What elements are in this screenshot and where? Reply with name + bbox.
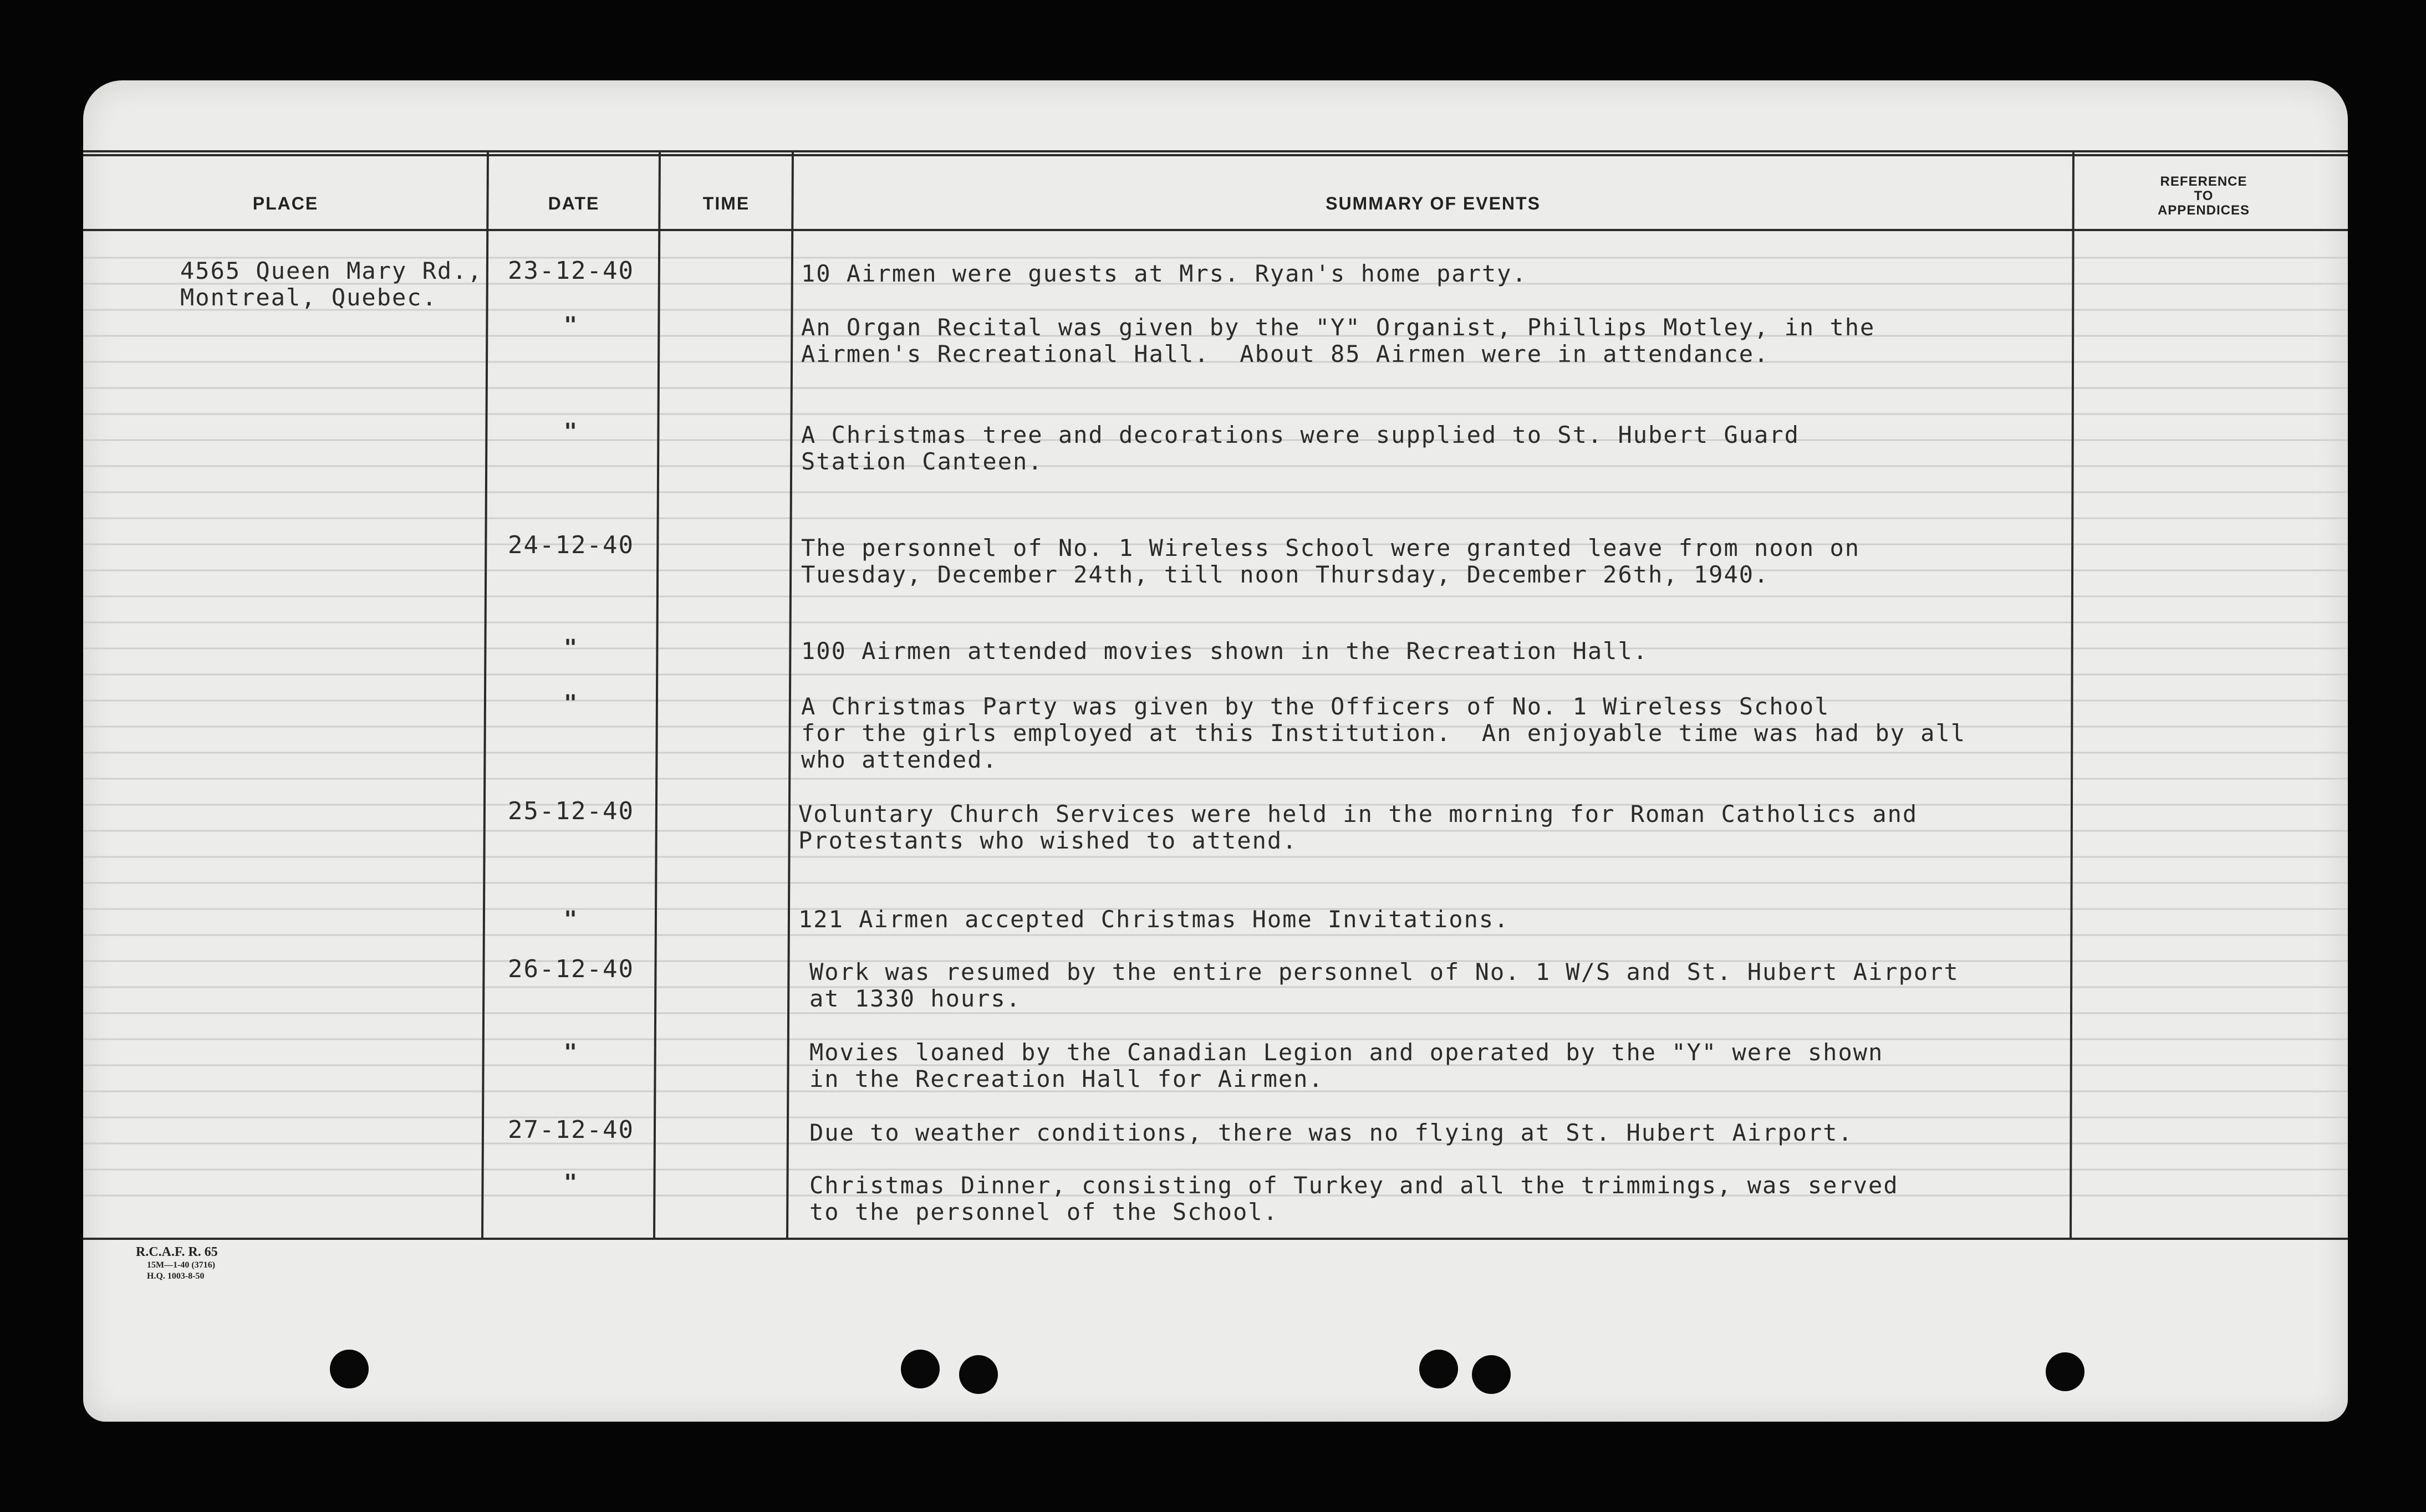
form-code	[136, 1244, 218, 1282]
punch-hole	[959, 1355, 998, 1394]
entry-line: Movies loaned by the Canadian Legion and operated by the "Y" were shown	[809, 1039, 1884, 1066]
diary-form-card	[83, 80, 2348, 1422]
column-header-date: DATE	[548, 193, 600, 213]
entry-line: Airmen's Recreational Hall. About 85 Airmen were in attendance.	[801, 340, 1770, 367]
entry-line: The personnel of No. 1 Wireless School were granted leave from noon on	[801, 534, 1861, 561]
entry-line: Due to weather conditions, there was no flying at St. Hubert Airport.	[809, 1119, 1853, 1146]
entry-line: 100 Airmen attended movies shown in the Recreation Hall.	[801, 637, 1649, 665]
entry-date-ditto: "	[563, 1040, 579, 1065]
entry-line: Station Canteen.	[801, 448, 1043, 475]
entry-date-ditto: "	[563, 635, 579, 661]
column-header-place: PLACE	[252, 193, 319, 213]
column-header-summary: SUMMARY OF EVENTS	[1326, 193, 1541, 213]
column-header-reference	[2079, 175, 2328, 218]
reference-header-line2: TO	[2194, 188, 2214, 203]
reference-header-line1: REFERENCE	[2160, 174, 2247, 189]
reference-header-line3: APPENDICES	[2157, 203, 2250, 218]
place-line-1: 4565 Queen Mary Rd.,	[180, 257, 483, 284]
entry-line: to the personnel of the School.	[809, 1198, 1278, 1225]
entry-date: 27-12-40	[508, 1116, 634, 1144]
entry-date: 26-12-40	[508, 955, 634, 983]
entry-line: Protestants who wished to attend.	[798, 827, 1298, 854]
entry-date-ditto: "	[563, 691, 579, 716]
entry-line: 10 Airmen were guests at Mrs. Ryan's home party.	[801, 260, 1527, 287]
entry-line: Work was resumed by the entire personnel of No. 1 W/S and St. Hubert Airport	[809, 958, 1959, 985]
entry-line: in the Recreation Hall for Airmen.	[809, 1065, 1324, 1092]
punch-hole	[1472, 1355, 1511, 1394]
entry-line: 121 Airmen accepted Christmas Home Invitations.	[798, 906, 1510, 933]
entry-line: who attended.	[801, 746, 998, 773]
entry-date: 25-12-40	[508, 797, 634, 825]
entry-line: Tuesday, December 24th, till noon Thursday, December 26th, 1940.	[801, 561, 1770, 588]
punch-hole	[1419, 1350, 1458, 1388]
entry-line: A Christmas tree and decorations were supplied to St. Hubert Guard	[801, 421, 1800, 448]
entry-date: 23-12-40	[508, 257, 634, 285]
entry-line: Christmas Dinner, consisting of Turkey and all the trimmings, was served	[809, 1172, 1899, 1199]
punch-hole	[330, 1350, 369, 1388]
entry-line: A Christmas Party was given by the Officers of No. 1 Wireless School	[801, 693, 1830, 720]
form-code-line2: 15M—1-40 (3716)	[147, 1260, 216, 1270]
form-code-line3: H.Q. 1003-8-50	[147, 1271, 205, 1281]
entry-line: An Organ Recital was given by the "Y" Organist, Phillips Motley, in the	[801, 314, 1875, 341]
column-header-time: TIME	[702, 193, 750, 213]
punch-hole	[2046, 1352, 2084, 1391]
form-code-line1: R.C.A.F. R. 65	[136, 1245, 218, 1259]
entry-date-ditto: "	[563, 313, 579, 338]
entry-date-ditto: "	[563, 419, 579, 445]
entry-line: at 1330 hours.	[809, 985, 1022, 1012]
entry-line: Voluntary Church Services were held in the morning for Roman Catholics and	[798, 800, 1918, 827]
entry-date-ditto: "	[563, 907, 579, 932]
punch-hole	[901, 1350, 940, 1388]
entry-date-ditto: "	[563, 1170, 579, 1196]
entry-date: 24-12-40	[508, 531, 634, 559]
entry-line: for the girls employed at this Institution. An enjoyable time was had by all	[801, 719, 1966, 747]
place-line-2: Montreal, Quebec.	[180, 284, 437, 311]
